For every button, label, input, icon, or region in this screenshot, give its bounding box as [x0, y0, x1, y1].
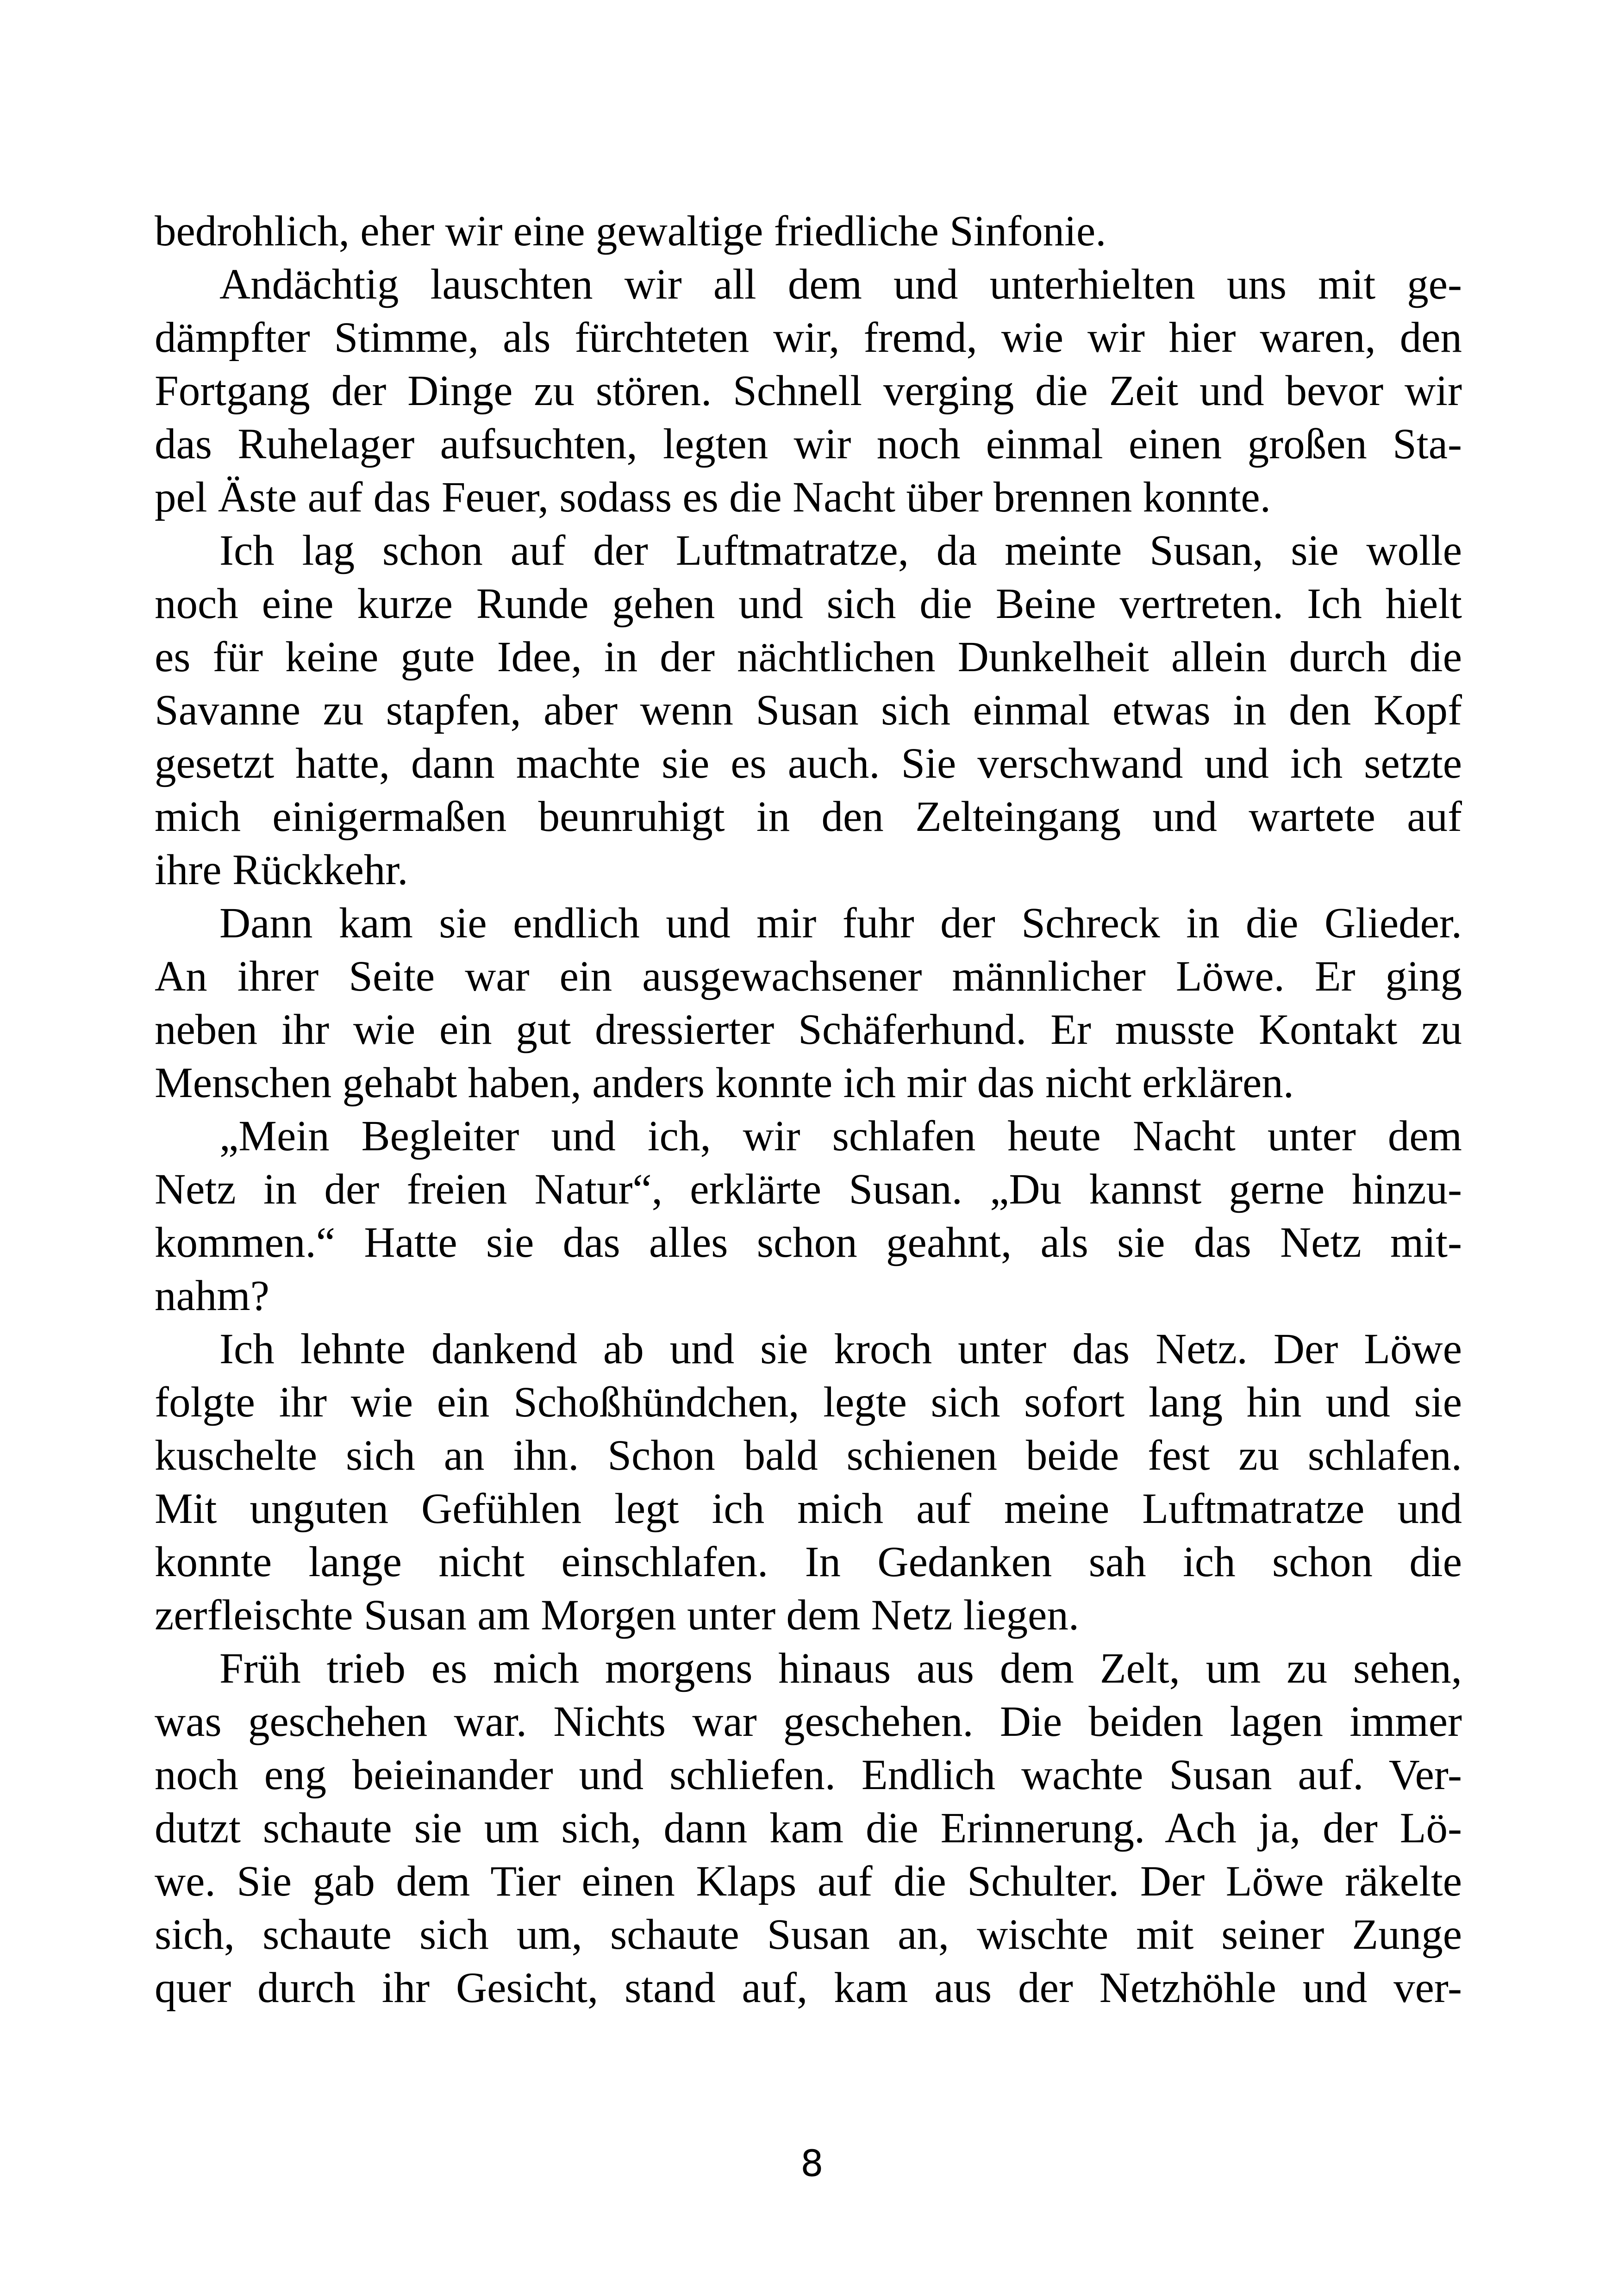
page-number: 8 — [800, 2143, 824, 2185]
text-line: Netz in der freien Natur“, erklärte Susan. „Du kannst gerne hinzu- — [155, 1166, 1462, 1213]
text-line: Andächtig lauschten wir all dem und unterhielten uns mit ge- — [219, 261, 1462, 308]
text-line: es für keine gute Idee, in der nächtlichen Dunkelheit allein durch die — [155, 633, 1462, 681]
text-line: ihre Rückkehr. — [155, 846, 408, 894]
text-line: kuschelte sich an ihn. Schon bald schienen beide fest zu schlafen. — [155, 1432, 1462, 1479]
body-text — [155, 205, 1462, 2014]
text-line: Ich lag schon auf der Luftmatratze, da meinte Susan, sie wolle — [219, 527, 1462, 574]
text-line: pel Äste auf das Feuer, sodass es die Nacht über brennen konnte. — [155, 474, 1271, 521]
text-line: Mit unguten Gefühlen legt ich mich auf meine Luftmatratze und — [155, 1485, 1462, 1533]
text-line: Ich lehnte dankend ab und sie kroch unter das Netz. Der Löwe — [219, 1325, 1462, 1373]
text-line: sich, schaute sich um, schaute Susan an, wischte mit seiner Zunge — [155, 1911, 1462, 1958]
text-line: konnte lange nicht einschlafen. In Gedanken sah ich schon die — [155, 1538, 1462, 1586]
text-line: Früh trieb es mich morgens hinaus aus dem Zelt, um zu sehen, — [219, 1645, 1462, 1692]
text-line: Dann kam sie endlich und mir fuhr der Schreck in die Glieder. — [219, 899, 1462, 947]
text-line: An ihrer Seite war ein ausgewachsener männlicher Löwe. Er ging — [155, 953, 1462, 1000]
text-line: „Mein Begleiter und ich, wir schlafen heute Nacht unter dem — [219, 1112, 1462, 1160]
text-line: bedrohlich, eher wir eine gewaltige friedliche Sinfonie. — [155, 207, 1106, 255]
text-line: gesetzt hatte, dann machte sie es auch. Sie verschwand und ich setzte — [155, 740, 1462, 787]
text-line: neben ihr wie ein gut dressierter Schäferhund. Er musste Kontakt zu — [155, 1006, 1462, 1054]
text-line: dutzt schaute sie um sich, dann kam die Erinnerung. Ach ja, der Lö- — [155, 1804, 1462, 1852]
text-line: noch eng beieinander und schliefen. Endlich wachte Susan auf. Ver- — [155, 1751, 1462, 1799]
text-line: Menschen gehabt haben, anders konnte ich mir das nicht erklären. — [155, 1059, 1294, 1107]
text-line: noch eine kurze Runde gehen und sich die Beine vertreten. Ich hielt — [155, 580, 1462, 628]
text-line: was geschehen war. Nichts war geschehen. Die beiden lagen immer — [155, 1698, 1462, 1746]
text-line: das Ruhelager aufsuchten, legten wir noch einmal einen großen Sta- — [155, 420, 1462, 468]
text-line: kommen.“ Hatte sie das alles schon geahnt, als sie das Netz mit- — [155, 1219, 1462, 1266]
text-line: folgte ihr wie ein Schoßhündchen, legte sich sofort lang hin und sie — [155, 1378, 1462, 1426]
text-line: dämpfter Stimme, als fürchteten wir, fremd, wie wir hier waren, den — [155, 314, 1462, 362]
text-line: mich einigermaßen beunruhigt in den Zelteingang und wartete auf — [155, 793, 1462, 841]
text-line: we. Sie gab dem Tier einen Klaps auf die Schulter. Der Löwe räkelte — [155, 1858, 1462, 1905]
text-line: nahm? — [155, 1272, 269, 1320]
text-line: Savanne zu stapfen, aber wenn Susan sich einmal etwas in den Kopf — [155, 686, 1462, 734]
text-line: zerfleischte Susan am Morgen unter dem Netz liegen. — [155, 1591, 1080, 1639]
text-line: quer durch ihr Gesicht, stand auf, kam aus der Netzhöhle und ver- — [155, 1964, 1462, 2012]
text-line: Fortgang der Dinge zu stören. Schnell verging die Zeit und bevor wir — [155, 367, 1462, 415]
